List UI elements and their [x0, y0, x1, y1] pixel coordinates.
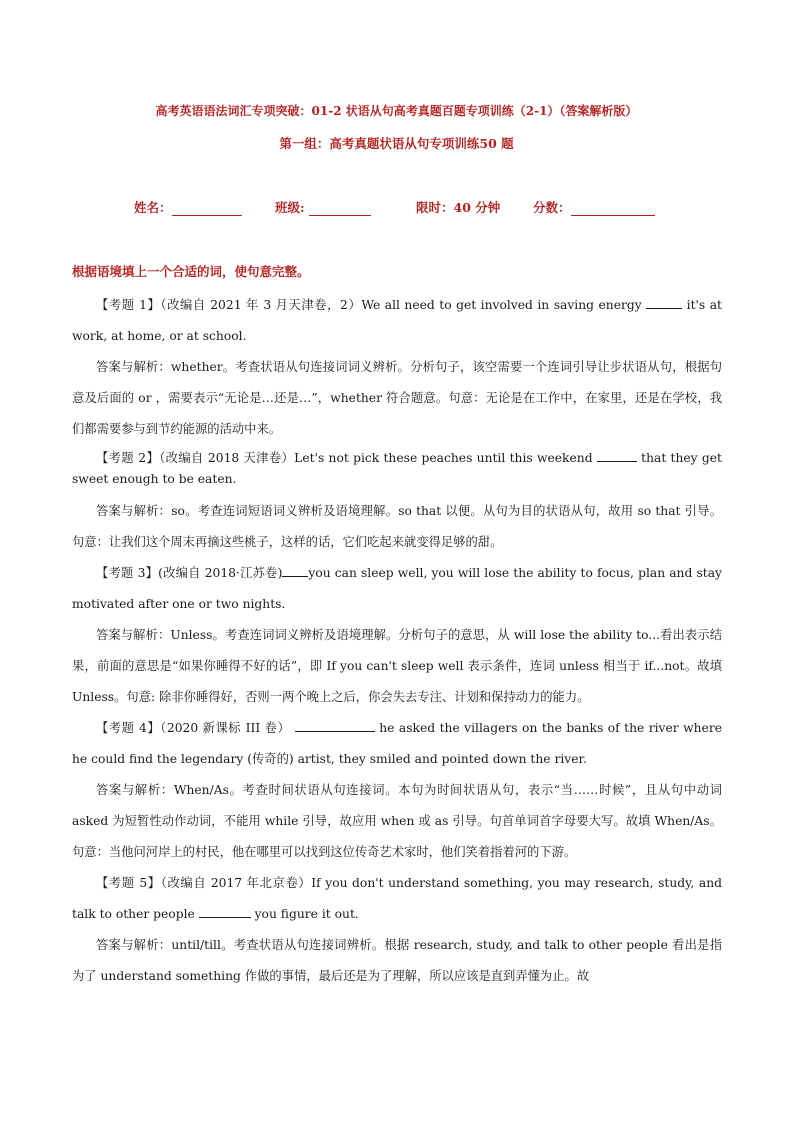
time-limit: [416, 198, 500, 216]
question-tag: 【考题 3】: [96, 566, 159, 580]
question-tag: 【考题 5】: [96, 876, 161, 890]
answer-4: 答案与解析：When/As。考查时间状语从句连接词。本句为时间状语从句，表示“当……时候”，且从句中动词 asked 为短暂性动作动词，不能用 while 引导，故应用 when 或 as 引导。句首单词首字母要大写。故填 When/As。句意：当他问河岸上的村民，他在哪里可以找到这位传奇艺术家时，他们笑着指着河的下游。: [72, 783, 722, 859]
question-tag: 【考题 2】: [96, 451, 160, 465]
question-text: he asked the villagers on the banks of the river where he could find the legendary (传奇的) artist, they smiled and pointed down the river.: [72, 721, 722, 766]
question-text: （改编自 2017 年北京卷）If you don't understand something, you may research, study, and talk to other people: [72, 876, 723, 921]
name-blank: [172, 201, 242, 216]
class-label: 班级:: [275, 200, 305, 215]
document-title: 高考英语语法词汇专项突破：01-2 状语从句高考真题百题专项训练（2-1）（答案解析版）: [155, 104, 638, 118]
question-text: （2020 新课标 III 卷）: [160, 721, 295, 735]
question-tag: 【考题 4】: [96, 721, 161, 735]
question-text: （改编自 2018 天津卷）Let's not pick these peaches until this weekend: [159, 451, 597, 465]
score-blank: [571, 201, 655, 216]
answer-blank: [646, 296, 682, 309]
class-blank: [309, 201, 371, 216]
question-text: that they get sweet enough to be eaten.: [72, 451, 722, 486]
name-field: [134, 198, 242, 216]
question-text: （改编自 2021 年 3 月天津卷，2）We all need to get involved in saving energy: [160, 298, 647, 312]
question-text: you can sleep well, you will lose the ability to focus, plan and stay motivated after one or two nights.: [72, 566, 722, 611]
section-subtitle: 第一组：高考真题状语从句专项训练50 题: [279, 136, 514, 151]
instruction: 根据语境填上一个合适的词，使句意完整。: [72, 264, 310, 279]
answer-blank: [597, 449, 637, 462]
question-4: [72, 713, 722, 775]
class-field: [275, 198, 371, 216]
answer-5: 答案与解析：until/till。考查状语从句连接词辨析。根据 research, study, and talk to other people 看出是指为了 understand something 作做的事情，最后还是为了理解，所以应该是直到弄懂为止。故: [72, 938, 722, 983]
question-5: [72, 868, 722, 930]
question-text: you figure it out.: [250, 907, 359, 921]
score-label: 分数：: [533, 200, 571, 215]
answer-1: 答案与解析：whether。考查状语从句连接词词义辨析。分析句子，该空需要一个连词引导让步状语从句，根据句意及后面的 or ，需要表示“无论是…还是…”，whether 符合题意。句意：无论是在工作中，在家里，还是在学校，我们都需要参与到节约能源的活动中来。: [72, 360, 722, 436]
answer-blank: [295, 719, 375, 732]
question-1: [72, 290, 722, 352]
score-field: [533, 198, 655, 216]
answer-blank: [199, 905, 251, 918]
question-text: it's at work, at home, or at school.: [72, 298, 722, 343]
question-list: [72, 290, 722, 992]
name-label: 姓名：: [134, 200, 172, 215]
answer-blank: [282, 564, 308, 577]
question-tag: 【考题 1】: [96, 298, 161, 312]
answer-2: 答案与解析：so。考查连词短语词义辨析及语境理解。so that 以便。从句为目的状语从句，故用 so that 引导。句意：让我们这个周末再摘这些桃子，这样的话，它们吃起来就变得足够的甜。: [72, 504, 722, 549]
answer-3: 答案与解析：Unless。考查连词词义辨析及语境理解。分析句子的意思，从 will lose the ability to...看出表示结果，前面的意思是“如果你睡得不好的话”，即 If you can't sleep well 表示条件，连词 unless 相当于 if...not。故填 Unless。句意: 除非你睡得好，否则一两个晚上之后，你会失去专注、计划和保持动力的能力。: [72, 628, 722, 704]
time-label: 限时：40 分钟: [416, 200, 501, 215]
question-3: [72, 558, 722, 620]
question-text: (改编自 2018·江苏卷): [158, 566, 283, 580]
question-2: [72, 448, 722, 490]
